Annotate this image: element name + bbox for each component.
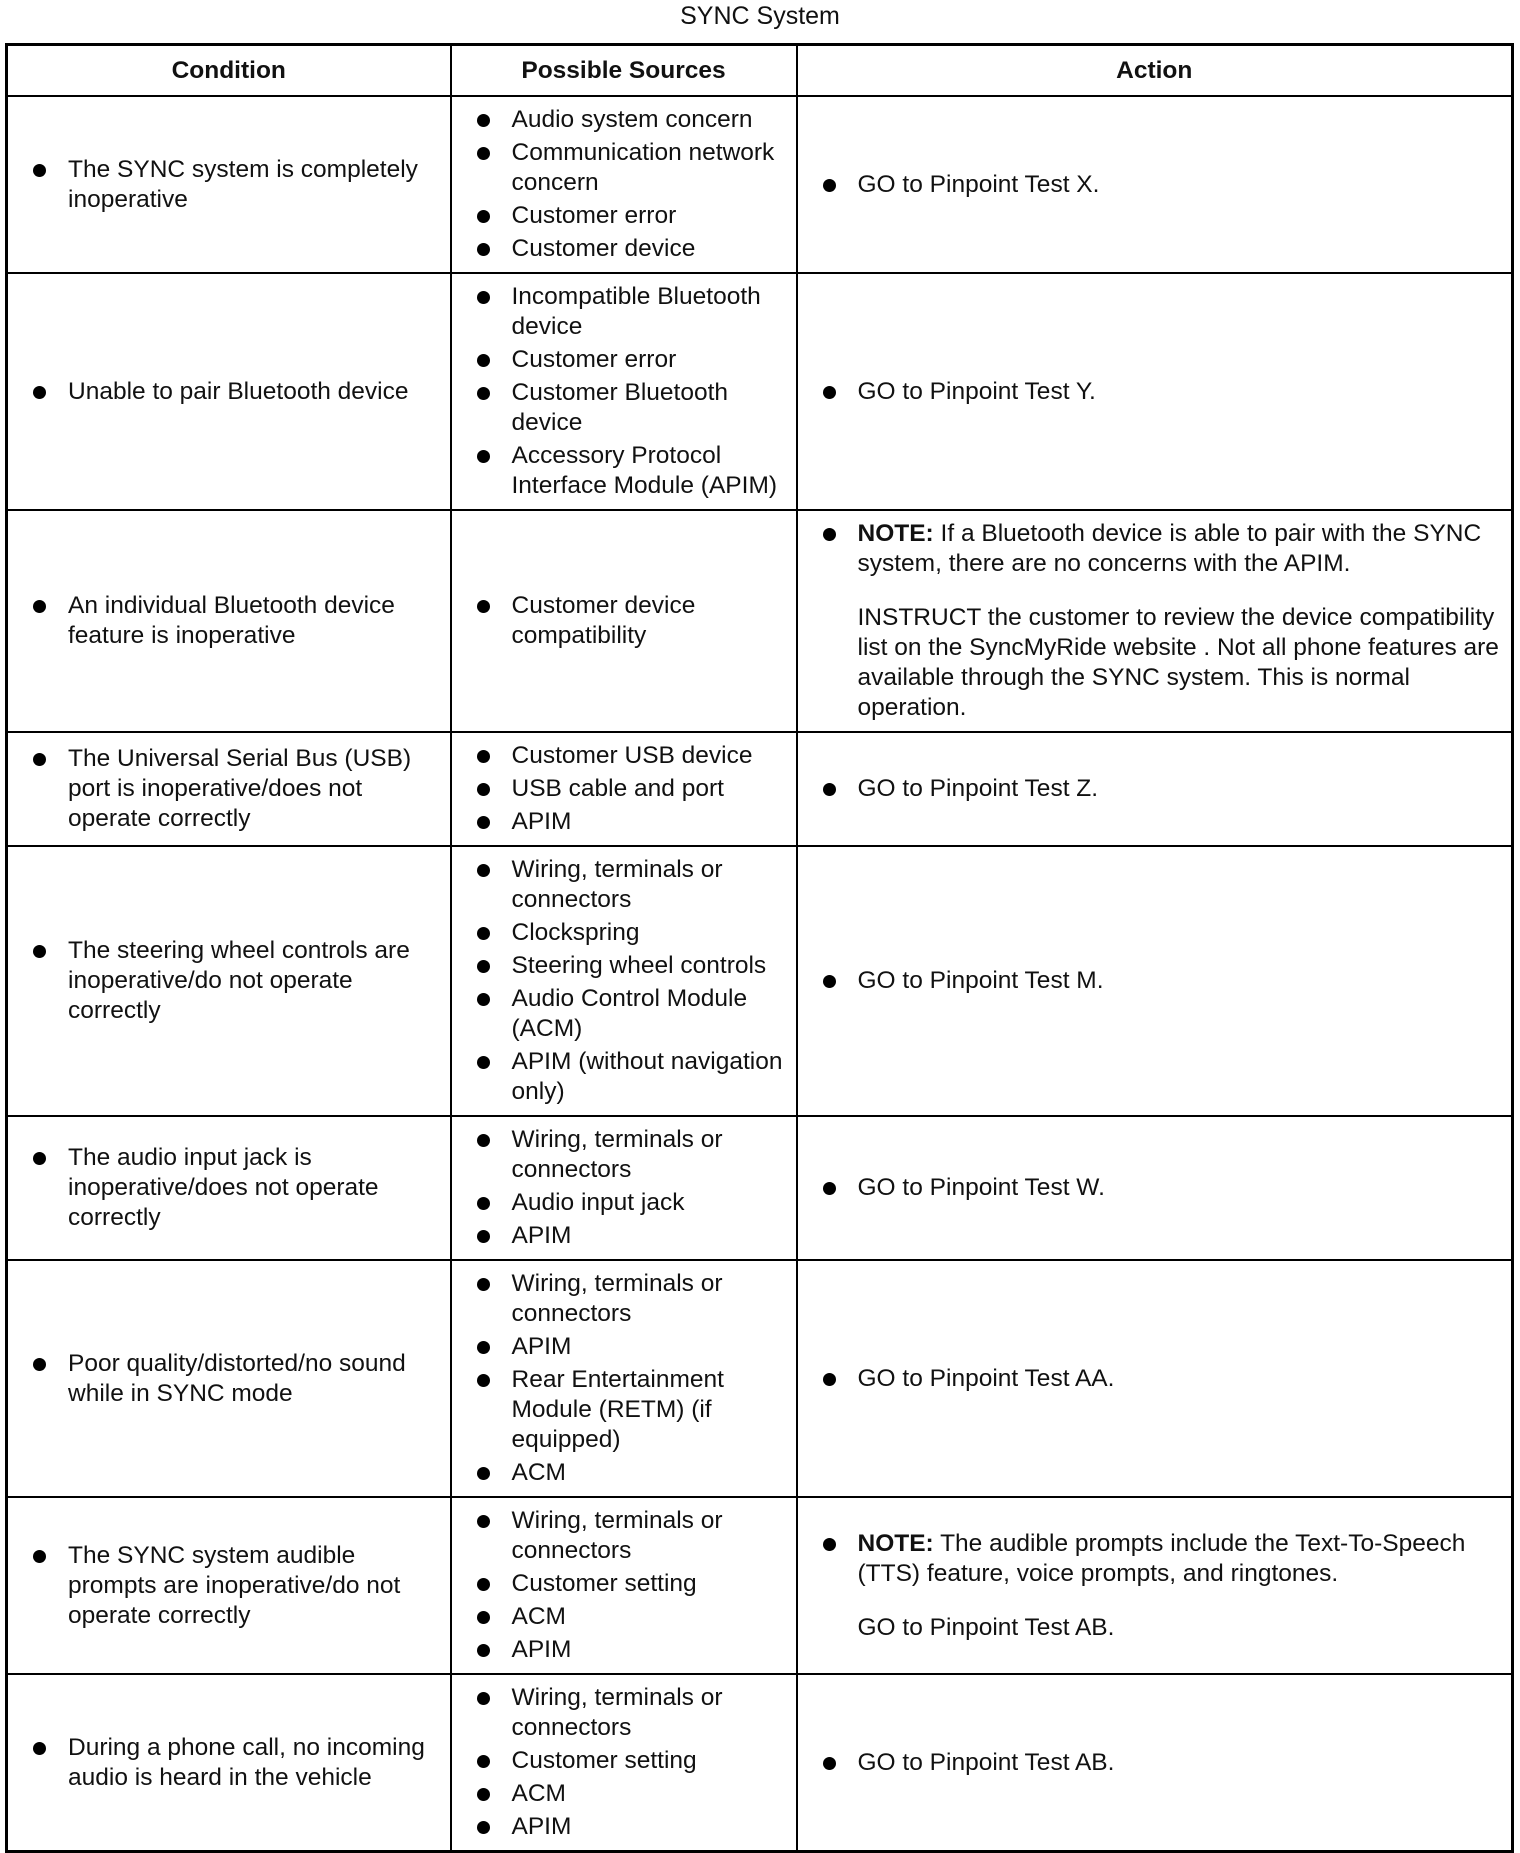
note-label: NOTE:: [857, 520, 934, 547]
action-item: [816, 170, 1500, 200]
source-item: Incompatible Bluetooth device: [470, 282, 784, 342]
condition-cell: [7, 732, 451, 846]
condition-text: Poor quality/distorted/no sound while in SYNC mode: [26, 1349, 438, 1409]
action-item: [816, 519, 1500, 579]
action-text: GO to Pinpoint Test X.: [857, 170, 1100, 198]
source-item: Wiring, terminals or connectors: [470, 1683, 784, 1743]
source-item: Customer setting: [470, 1569, 784, 1599]
source-item: Wiring, terminals or connectors: [470, 1506, 784, 1566]
action-cell: [797, 273, 1513, 510]
action-item: [816, 1748, 1500, 1778]
table-body: [7, 96, 1513, 1852]
action-cell: [797, 1674, 1513, 1852]
condition-text: The SYNC system is completely inoperative: [26, 155, 438, 215]
source-item: Customer setting: [470, 1746, 784, 1776]
action-cell: [797, 1116, 1513, 1260]
action-text: If a Bluetooth device is able to pair with the SYNC system, there are no concerns with the APIM.: [857, 520, 1482, 577]
possible-sources-cell: [451, 1116, 797, 1260]
source-item: APIM (without navigation only): [470, 1047, 784, 1107]
source-item: Customer device: [470, 234, 784, 264]
action-text: GO to Pinpoint Test AB.: [857, 1748, 1115, 1776]
source-item: APIM: [470, 1812, 784, 1842]
condition-text: The audio input jack is inoperative/does not operate correctly: [26, 1143, 438, 1233]
action-extra-text: INSTRUCT the customer to review the device compatibility list on the SyncMyRide website . Not all phone features are available through the SYNC system. This is normal operation.: [857, 604, 1499, 721]
source-item: Accessory Protocol Interface Module (APIM): [470, 441, 784, 501]
source-item: Audio system concern: [470, 105, 784, 135]
possible-sources-cell: [451, 732, 797, 846]
source-item: Wiring, terminals or connectors: [470, 1269, 784, 1329]
condition-cell: [7, 510, 451, 732]
source-item: Wiring, terminals or connectors: [470, 855, 784, 915]
condition-text: Unable to pair Bluetooth device: [26, 377, 438, 407]
table-row: [7, 96, 1513, 273]
condition-cell: [7, 273, 451, 510]
possible-sources-cell: [451, 846, 797, 1116]
source-item: ACM: [470, 1779, 784, 1809]
condition-cell: [7, 846, 451, 1116]
action-item: [816, 377, 1500, 407]
source-item: APIM: [470, 807, 784, 837]
sync-diagnostic-table: [5, 43, 1514, 1853]
possible-sources-cell: [451, 1497, 797, 1674]
header-condition: Condition: [7, 45, 451, 97]
source-item: Steering wheel controls: [470, 951, 784, 981]
action-text: GO to Pinpoint Test Z.: [857, 775, 1099, 802]
action-cell: [797, 732, 1513, 846]
action-cell: [797, 1497, 1513, 1674]
source-item: Wiring, terminals or connectors: [470, 1125, 784, 1185]
condition-cell: [7, 1260, 451, 1497]
source-item: ACM: [470, 1602, 784, 1632]
table-row: [7, 732, 1513, 846]
source-item: USB cable and port: [470, 774, 784, 804]
action-item: [816, 1529, 1500, 1589]
condition-cell: [7, 1497, 451, 1674]
table-row: [7, 1260, 1513, 1497]
condition-text: The SYNC system audible prompts are inoperative/do not operate correctly: [26, 1541, 438, 1631]
source-item: Rear Entertainment Module (RETM) (if equipped): [470, 1365, 784, 1455]
table-row: [7, 273, 1513, 510]
possible-sources-cell: [451, 510, 797, 732]
source-item: Customer Bluetooth device: [470, 378, 784, 438]
condition-text: During a phone call, no incoming audio is heard in the vehicle: [26, 1733, 438, 1793]
action-item: [816, 1364, 1500, 1394]
table-row: [7, 846, 1513, 1116]
action-cell: [797, 846, 1513, 1116]
action-cell: [797, 1260, 1513, 1497]
source-item: Customer error: [470, 345, 784, 375]
action-cell: [797, 510, 1513, 732]
possible-sources-cell: [451, 96, 797, 273]
possible-sources-cell: [451, 1260, 797, 1497]
source-item: Customer device compatibility: [470, 591, 784, 651]
action-item: [816, 1173, 1500, 1203]
header-row: [7, 45, 1513, 97]
note-label: NOTE:: [857, 1529, 934, 1557]
source-item: Clockspring: [470, 918, 784, 948]
action-text: GO to Pinpoint Test AA.: [857, 1364, 1115, 1392]
action-text: GO to Pinpoint Test W.: [857, 1174, 1105, 1201]
action-text: GO to Pinpoint Test Y.: [857, 377, 1096, 405]
action-text: The audible prompts include the Text-To-Speech (TTS) feature, voice prompts, and ringtones.: [857, 1529, 1466, 1587]
source-item: Communication network concern: [470, 138, 784, 198]
condition-cell: [7, 1116, 451, 1260]
table-row: [7, 1116, 1513, 1260]
table-row: [7, 1674, 1513, 1852]
action-text: GO to Pinpoint Test M.: [857, 967, 1104, 994]
source-item: Customer error: [470, 201, 784, 231]
action-extra-text: GO to Pinpoint Test AB.: [857, 1613, 1115, 1641]
source-item: APIM: [470, 1635, 784, 1665]
possible-sources-cell: [451, 1674, 797, 1852]
document-title: SYNC System: [680, 2, 840, 30]
source-item: APIM: [470, 1221, 784, 1251]
condition-text: An individual Bluetooth device feature is inoperative: [26, 591, 438, 651]
header-action: Action: [797, 45, 1513, 97]
condition-cell: [7, 1674, 451, 1852]
header-possible-sources: Possible Sources: [451, 45, 797, 97]
table-row: [7, 1497, 1513, 1674]
condition-text: The steering wheel controls are inoperative/do not operate correctly: [26, 936, 438, 1026]
possible-sources-cell: [451, 273, 797, 510]
action-item: [816, 966, 1500, 996]
source-item: Customer USB device: [470, 741, 784, 771]
condition-text: The Universal Serial Bus (USB) port is inoperative/does not operate correctly: [26, 744, 438, 834]
action-cell: [797, 96, 1513, 273]
action-item: [816, 774, 1500, 804]
table-row: [7, 510, 1513, 732]
source-item: ACM: [470, 1458, 784, 1488]
source-item: Audio Control Module (ACM): [470, 984, 784, 1044]
condition-cell: [7, 96, 451, 273]
source-item: Audio input jack: [470, 1188, 784, 1218]
source-item: APIM: [470, 1332, 784, 1362]
